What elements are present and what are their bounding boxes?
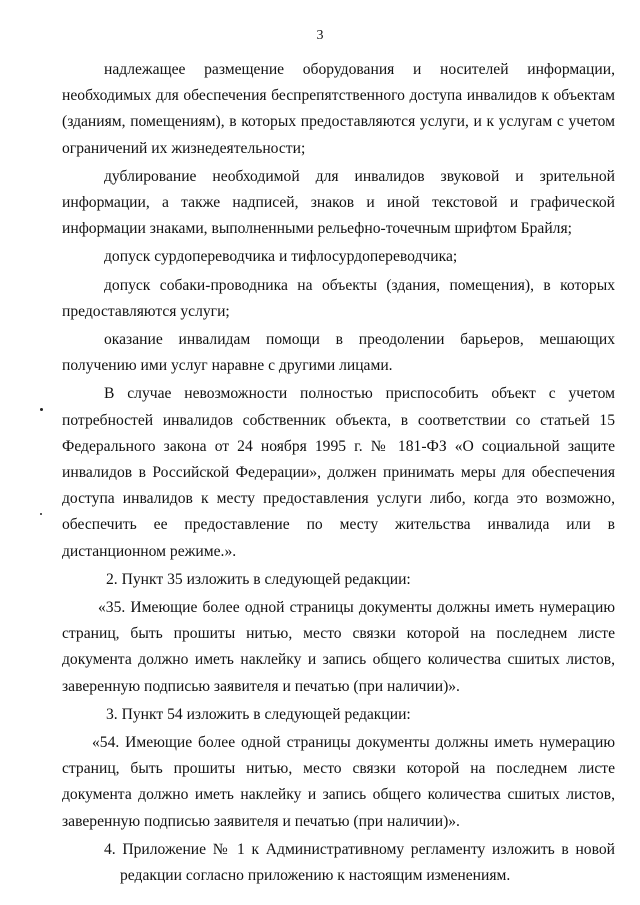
paragraph-clause-35: «35. Имеющие более одной страницы документы должны иметь нумерацию страниц, быть прошиты нитью, место связки которой на последнем листе документа должно иметь наклейку и запись общего количества сшитых листов, заверенную подписью заявителя и печатью (при наличии)».	[62, 599, 615, 695]
page-number: 3	[316, 28, 324, 43]
paragraph-clause-54: «54. Имеющие более одной страницы документы должны иметь нумерацию страниц, быть прошиты нитью, место связки которой на последнем листе документа должно иметь наклейку и запись общего количества сшитых листов, заверенную подписью заявителя и печатью (при наличии)».	[62, 734, 615, 830]
paragraph-item-4-line-2: редакции согласно приложению к настоящим изменениям.	[120, 867, 511, 885]
document-body	[62, 57, 615, 889]
paragraph-equipment-placement: надлежащее размещение оборудования и носителей информации, необходимых для обеспечения беспрепятственного доступа инвалидов к объектам (зданиям, помещениям), в которых предоставляются услуги, и к услугам с учетом ограничений их жизнедеятельности;	[62, 61, 615, 157]
scan-mark	[40, 408, 43, 411]
paragraph-item-3-heading: 3. Пункт 54 изложить в следующей редакции:	[106, 705, 411, 723]
paragraph-barrier-assistance: оказание инвалидам помощи в преодолении барьеров, мешающих получению ими услуг наравне с другими лицами.	[62, 331, 615, 375]
paragraph-information-duplication: дублирование необходимой для инвалидов звуковой и зрительной информации, а также надписей, знаков и иной текстовой и графической информации знаками, выполненными рельефно-точечным шрифтом Брайля;	[62, 167, 615, 238]
paragraph-item-4-line-1: 4. Приложение № 1 к Административному регламенту изложить в новой	[104, 840, 615, 858]
paragraph-owner-measures: В случае невозможности полностью приспособить объект с учетом потребностей инвалидов собственник объекта, в соответствии со статьей 15 Федерального закона от 24 ноября 1995 г. № 181-ФЗ «О социальной защите инвалидов в Российской Федерации», должен принимать меры для обеспечения доступа инвалидов к месту предоставления услуги либо, когда это возможно, обеспечить ее предоставление по месту жительства инвалида или в дистанционном режиме.».	[62, 385, 615, 560]
paragraph-sign-interpreter: допуск сурдопереводчика и тифлосурдопереводчика;	[104, 248, 458, 266]
scan-mark	[40, 513, 42, 515]
paragraph-guide-dog: допуск собаки-проводника на объекты (здания, помещения), в которых предоставляются услуги;	[62, 276, 615, 320]
paragraph-item-2-heading: 2. Пункт 35 изложить в следующей редакции:	[106, 570, 411, 588]
